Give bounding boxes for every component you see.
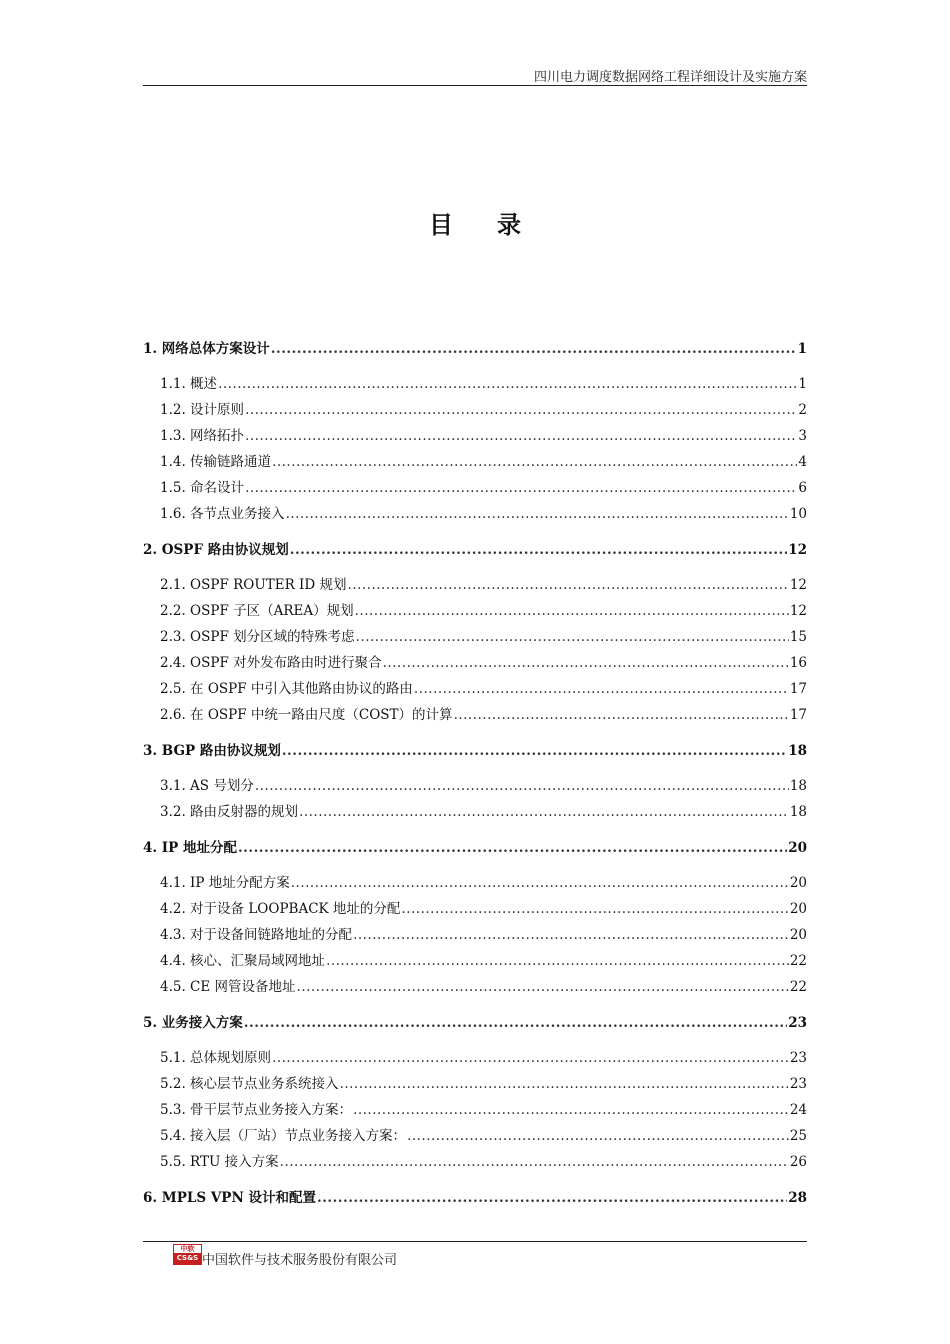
toc-page-number: 16 [789,655,807,671]
toc-page-number: 10 [789,506,807,522]
toc-dot-leader [272,452,797,472]
toc-page-number: 23 [789,1050,807,1066]
toc-entry-label: 5. 业务接入方案 [143,1015,243,1031]
toc-page-number: 23 [789,1076,807,1092]
toc-section-entry[interactable] [143,705,807,725]
toc-section-entry[interactable] [143,925,807,945]
toc-entry-label: 4.1. IP 地址分配方案 [160,875,290,891]
toc-dot-leader [355,601,789,621]
document-title: 目录 [429,210,565,239]
toc-page-number: 18 [789,804,807,820]
toc-entry-label: 4.4. 核心、汇聚局域网地址 [160,953,326,969]
toc-dot-leader [407,1126,789,1146]
toc-dot-leader [271,339,797,359]
toc-section-entry[interactable] [143,426,807,446]
toc-dot-leader [272,1048,789,1068]
toc-dot-leader [245,426,797,446]
toc-page-number: 22 [789,979,807,995]
toc-page-number: 22 [789,953,807,969]
company-logo [173,1244,202,1265]
toc-chapter-entry[interactable] [143,339,807,359]
toc-page-number: 26 [789,1154,807,1170]
footer-company-name: 中国软件与技术服务股份有限公司 [202,1253,398,1268]
toc-dot-leader [299,802,789,822]
toc-entry-label: 2.2. OSPF 子区（AREA）规划 [160,603,354,619]
toc-entry-label: 2. OSPF 路由协议规划 [143,542,289,558]
toc-dot-leader [353,925,789,945]
toc-page-number: 1 [798,376,807,392]
toc-entry-label: 5.2. 核心层节点业务系统接入 [160,1076,339,1092]
toc-entry-label: 2.3. OSPF 划分区域的特殊考虑 [160,629,355,645]
toc-section-entry[interactable] [143,374,807,394]
toc-chapter-entry[interactable] [143,1013,807,1033]
toc-page-number: 18 [788,743,807,759]
toc-page-number: 3 [798,428,807,444]
toc-section-entry[interactable] [143,400,807,420]
toc-entry-label: 5.1. 总体规划原则 [160,1050,272,1066]
toc-entry-label: 5.5. RTU 接入方案 [160,1154,279,1170]
toc-page-number: 18 [789,778,807,794]
toc-entry-label: 2.5. 在 OSPF 中引入其他路由协议的路由 [160,681,413,697]
toc-page-number: 1 [797,341,807,357]
toc-chapter-entry[interactable] [143,838,807,858]
toc-entry-label: 1.3. 网络拓扑 [160,428,245,444]
toc-page-number: 12 [789,577,807,593]
toc-page-number: 23 [788,1015,807,1031]
toc-entry-label: 1.5. 命名设计 [160,480,245,496]
toc-section-entry[interactable] [143,873,807,893]
toc-entry-label: 4.3. 对于设备间链路地址的分配 [160,927,353,943]
footer-rule [143,1241,807,1242]
toc-dot-leader [353,1100,789,1120]
toc-dot-leader [291,873,789,893]
toc-page-number: 17 [789,707,807,723]
toc-dot-leader [454,705,789,725]
toc-dot-leader [286,504,789,524]
toc-chapter-entry[interactable] [143,741,807,761]
logo-text-bottom: CS&S [174,1253,201,1264]
toc-dot-leader [218,374,797,394]
toc-dot-leader [297,977,789,997]
toc-entry-label: 2.6. 在 OSPF 中统一路由尺度（COST）的计算 [160,707,453,723]
toc-entry-label: 1.1. 概述 [160,376,218,392]
toc-dot-leader [356,627,789,647]
toc-entry-label: 6. MPLS VPN 设计和配置 [143,1190,316,1206]
toc-entry-label: 3.2. 路由反射器的规划 [160,804,299,820]
toc-entry-label: 1. 网络总体方案设计 [143,341,270,357]
toc-section-entry[interactable] [143,627,807,647]
toc-dot-leader [282,741,787,761]
toc-entry-label: 2.4. OSPF 对外发布路由时进行聚合 [160,655,382,671]
toc-dot-leader [383,653,789,673]
toc-dot-leader [401,899,788,919]
toc-section-entry[interactable] [143,653,807,673]
toc-entry-label: 4.2. 对于设备 LOOPBACK 地址的分配 [160,901,401,917]
header-rule [143,85,807,86]
toc-dot-leader [317,1188,787,1208]
toc-entry-label: 4.5. CE 网管设备地址 [160,979,296,995]
toc-page-number: 24 [789,1102,807,1118]
page-header-title: 四川电力调度数据网络工程详细设计及实施方案 [533,70,807,85]
toc-page-number: 15 [789,629,807,645]
toc-dot-leader [245,400,797,420]
toc-dot-leader [238,838,787,858]
toc-entry-label: 1.2. 设计原则 [160,402,245,418]
toc-entry-label: 2.1. OSPF ROUTER ID 规划 [160,577,347,593]
toc-page-number: 20 [789,901,807,917]
toc-dot-leader [347,575,788,595]
toc-entry-label: 3. BGP 路由协议规划 [143,743,281,759]
toc-section-entry[interactable] [143,478,807,498]
toc-entry-label: 5.3. 骨干层节点业务接入方案： [160,1102,353,1118]
toc-dot-leader [244,1013,787,1033]
toc-page-number: 4 [798,454,807,470]
logo-text-top: 中软 [180,1245,195,1253]
toc-section-entry[interactable] [143,899,807,919]
toc-page-number: 20 [789,927,807,943]
toc-section-entry[interactable] [143,802,807,822]
toc-section-entry[interactable] [143,1126,807,1146]
toc-section-entry[interactable] [143,951,807,971]
toc-chapter-entry[interactable] [143,540,807,560]
toc-entry-label: 4. IP 地址分配 [143,840,237,856]
toc-section-entry[interactable] [143,776,807,796]
toc-dot-leader [255,776,789,796]
toc-page-number: 2 [798,402,807,418]
toc-dot-leader [290,540,787,560]
toc-dot-leader [326,951,789,971]
toc-section-entry[interactable] [143,679,807,699]
toc-section-entry[interactable] [143,1048,807,1068]
toc-dot-leader [245,478,797,498]
toc-section-entry[interactable] [143,1100,807,1120]
toc-section-entry[interactable] [143,452,807,472]
toc-entry-label: 1.6. 各节点业务接入 [160,506,285,522]
toc-section-entry[interactable] [143,1074,807,1094]
toc-dot-leader [414,679,789,699]
toc-page-number: 20 [789,875,807,891]
toc-chapter-entry[interactable] [143,1188,807,1208]
toc-dot-leader [280,1152,789,1172]
toc-page-number: 25 [789,1128,807,1144]
toc-page-number: 28 [788,1190,807,1206]
toc-entry-label: 1.4. 传输链路通道 [160,454,272,470]
toc-page-number: 17 [789,681,807,697]
toc-page-number: 6 [798,480,807,496]
toc-entry-label: 5.4. 接入层（厂站）节点业务接入方案： [160,1128,407,1144]
toc-page-number: 12 [788,542,807,558]
toc-page-number: 12 [789,603,807,619]
toc-section-entry[interactable] [143,977,807,997]
toc-section-entry[interactable] [143,575,807,595]
toc-page-number: 20 [788,840,807,856]
toc-section-entry[interactable] [143,1152,807,1172]
toc-section-entry[interactable] [143,601,807,621]
toc-section-entry[interactable] [143,504,807,524]
toc-entry-label: 3.1. AS 号划分 [160,778,254,794]
toc-dot-leader [340,1074,789,1094]
